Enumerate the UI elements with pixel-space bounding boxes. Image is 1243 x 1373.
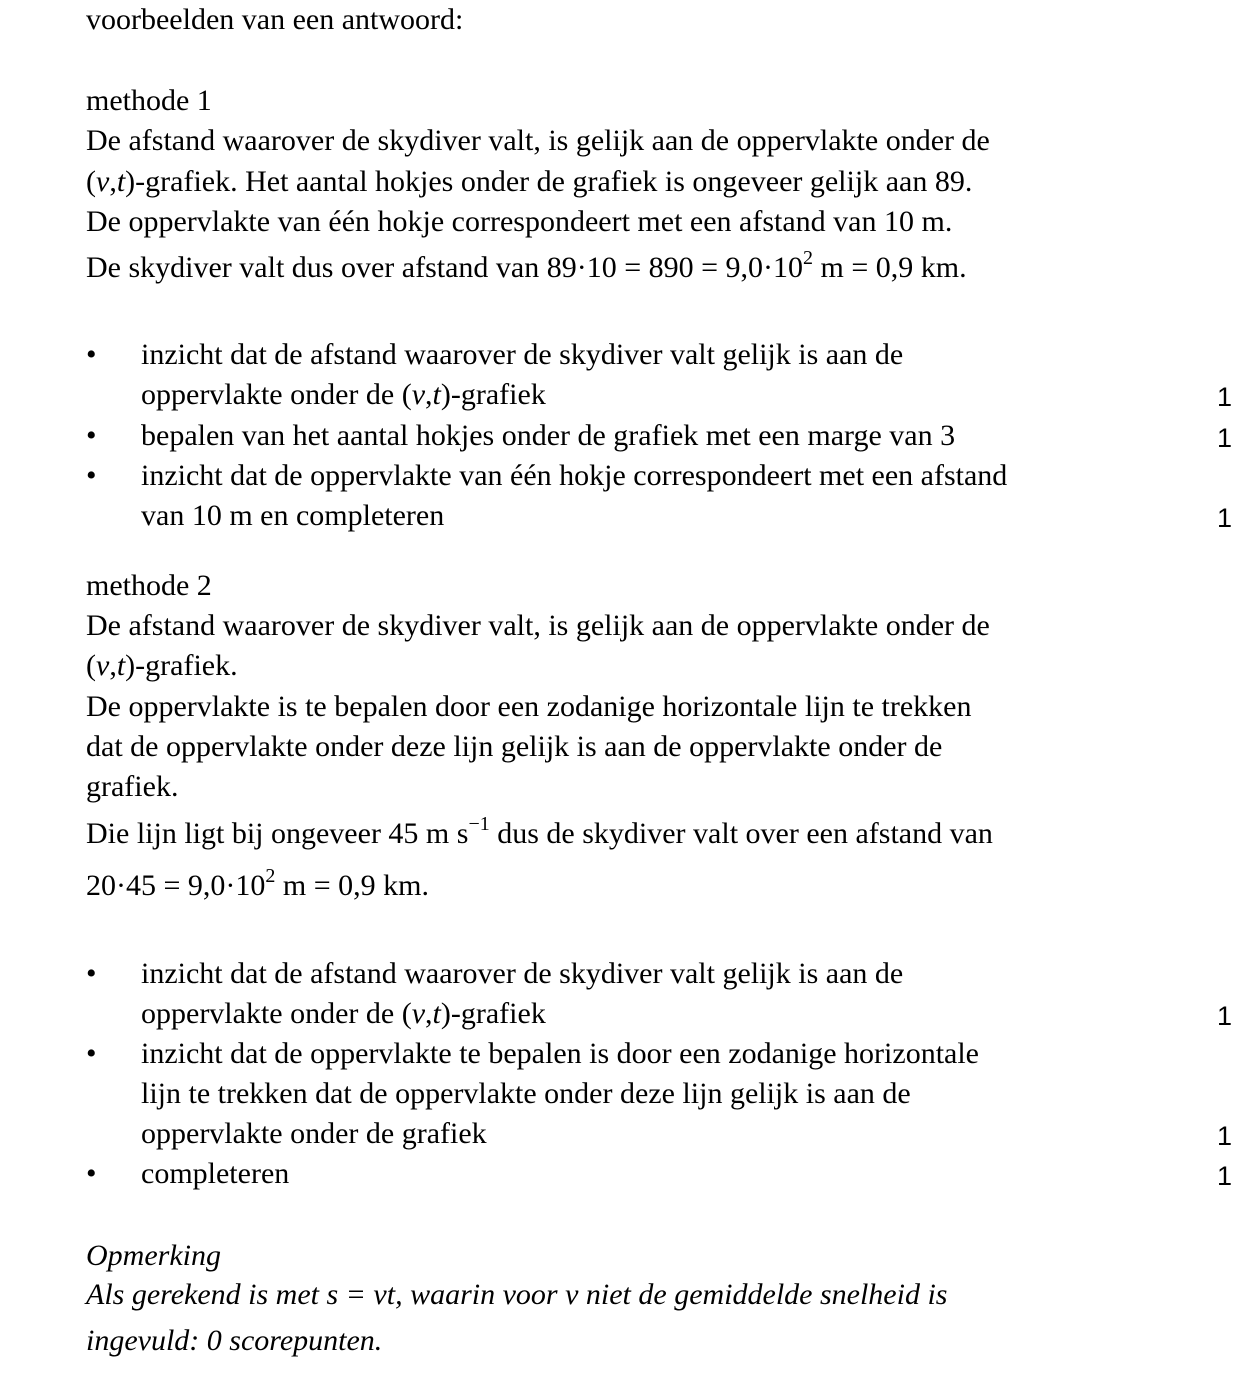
bullet-icon: • xyxy=(86,1037,97,1070)
method2-title: methode 2 xyxy=(86,569,212,602)
paren-open: ( xyxy=(86,165,96,198)
comma: , xyxy=(425,378,433,411)
var-v: v xyxy=(411,378,426,411)
m2-criterion1-line2 xyxy=(141,994,546,1034)
m1-criterion3-line1: inzicht dat de oppervlakte van één hokje correspondeert met een afstand xyxy=(141,459,1008,492)
text: )-grafiek. xyxy=(125,649,238,682)
var-t: t xyxy=(432,378,441,411)
m2-criterion2-points: 1 xyxy=(1216,1121,1232,1151)
m2-criterion3-line1: completeren xyxy=(141,1157,290,1190)
m2-criterion3-points: 1 xyxy=(1216,1161,1232,1191)
m2-criterion1-points: 1 xyxy=(1216,1001,1232,1031)
text: oppervlakte onder de ( xyxy=(141,997,412,1030)
text: m = 0,9 km. xyxy=(275,869,429,902)
method1-line3: De oppervlakte van één hokje correspondeert met een afstand van 10 m. xyxy=(86,205,953,238)
paren-open: ( xyxy=(86,649,96,682)
m1-criterion1-points: 1 xyxy=(1216,382,1232,412)
text: oppervlakte onder de ( xyxy=(141,378,412,411)
remark-title: Opmerking xyxy=(86,1239,221,1272)
bullet-icon: • xyxy=(86,459,97,492)
var-v: v xyxy=(96,649,110,682)
method1-exponent: 2 xyxy=(803,247,814,269)
method2-line4: dat de oppervlakte onder deze lijn gelijk is aan de oppervlakte onder de xyxy=(86,730,943,763)
text: , waarin voor v niet de gemiddelde snelheid is xyxy=(395,1278,948,1311)
m1-criterion2-points: 1 xyxy=(1216,423,1232,453)
m2-criterion2-line2: lijn te trekken dat de oppervlakte onder deze lijn gelijk is aan de xyxy=(141,1077,911,1110)
method1-line2-rest: )-grafiek. Het aantal hokjes onder de grafiek is ongeveer gelijk aan 89. xyxy=(125,165,973,198)
m2-criterion2-line1: inzicht dat de oppervlakte te bepalen is door een zodanige horizontale xyxy=(141,1037,979,1070)
method1-line2 xyxy=(86,162,972,202)
unit-exponent: −1 xyxy=(468,813,490,835)
method2-line6 xyxy=(86,814,993,854)
text: dus de skydiver valt over een afstand van xyxy=(489,817,993,850)
remark-line1 xyxy=(86,1275,947,1315)
m1-criterion3-points: 1 xyxy=(1216,503,1232,533)
text: Die lijn ligt bij ongeveer 45 m s xyxy=(86,817,469,850)
method2-line1: De afstand waarover de skydiver valt, is gelijk aan de oppervlakte onder de xyxy=(86,609,990,642)
text: )-grafiek xyxy=(440,378,546,411)
comma: , xyxy=(425,997,433,1030)
method1-formula: De skydiver valt dus over afstand van 89·10 = 890 = 9,0·10 xyxy=(86,251,804,284)
m1-criterion1-line1: inzicht dat de afstand waarover de skydiver valt gelijk is aan de xyxy=(141,338,904,371)
var-t: t xyxy=(432,997,441,1030)
method2-line7 xyxy=(86,866,429,906)
method2-line2 xyxy=(86,646,238,686)
var-t: t xyxy=(116,165,126,198)
m1-criterion2-line1: bepalen van het aantal hokjes onder de grafiek met een marge van 3 xyxy=(141,419,956,452)
bullet-icon: • xyxy=(86,957,97,990)
method2-line5: grafiek. xyxy=(86,770,179,803)
method1-title: methode 1 xyxy=(86,84,212,117)
remark-line2: ingevuld: 0 scorepunten. xyxy=(86,1324,383,1357)
method2-line3: De oppervlakte is te bepalen door een zodanige horizontale lijn te trekken xyxy=(86,690,972,723)
method2-exponent: 2 xyxy=(265,865,276,887)
intro-text: voorbeelden van een antwoord: xyxy=(86,3,464,36)
method1-line4 xyxy=(86,248,967,288)
bullet-icon: • xyxy=(86,338,97,371)
bullet-icon: • xyxy=(86,419,97,452)
comma: , xyxy=(109,165,117,198)
method1-result: m = 0,9 km. xyxy=(813,251,967,284)
m2-criterion2-line3: oppervlakte onder de grafiek xyxy=(141,1117,487,1150)
text: Als gerekend is met xyxy=(86,1278,327,1311)
method1-line1: De afstand waarover de skydiver valt, is gelijk aan de oppervlakte onder de xyxy=(86,124,990,157)
var-t: t xyxy=(116,649,126,682)
var-v: v xyxy=(411,997,426,1030)
text: 20·45 = 9,0·10 xyxy=(86,869,266,902)
remark-formula: s = vt xyxy=(326,1278,396,1311)
m1-criterion3-line2: van 10 m en completeren xyxy=(141,499,445,532)
bullet-icon: • xyxy=(86,1157,97,1190)
text: )-grafiek xyxy=(440,997,546,1030)
var-v: v xyxy=(96,165,110,198)
m1-criterion1-line2 xyxy=(141,375,546,415)
comma: , xyxy=(109,649,117,682)
m2-criterion1-line1: inzicht dat de afstand waarover de skydiver valt gelijk is aan de xyxy=(141,957,904,990)
